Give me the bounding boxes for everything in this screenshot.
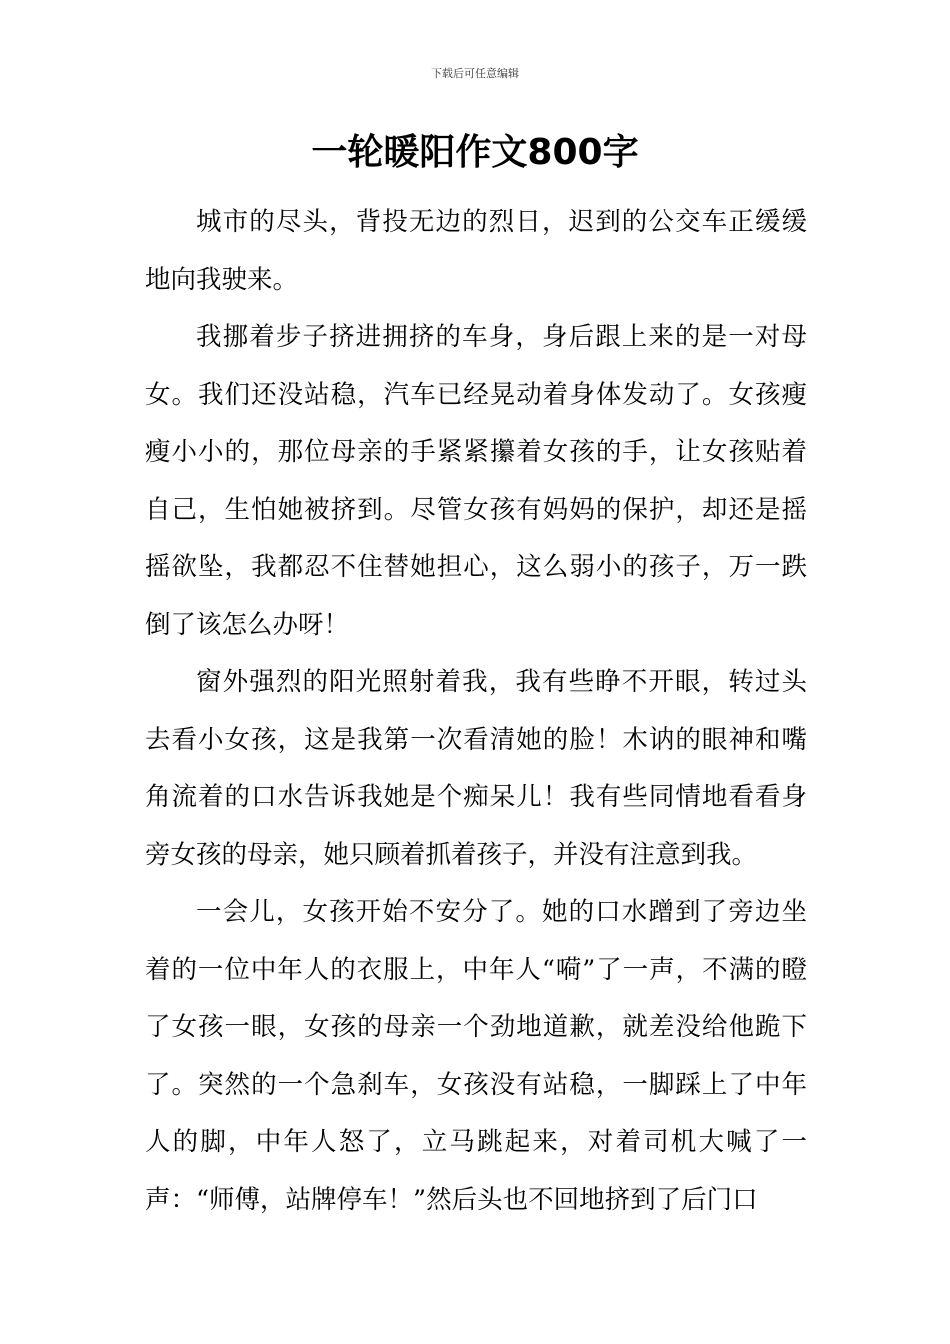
header-note: 下载后可任意编辑 — [431, 67, 519, 80]
paragraph: 我挪着步子挤进拥挤的车身，身后跟上来的是一对母女。我们还没站稳，汽车已经晃动着身体发动了。女孩瘦瘦小小的，那位母亲的手紧紧攥着女孩的手，让女孩贴着自己，生怕她被挤到。尽管女孩有妈妈的保护，却还是摇摇欲坠，我都忍不住替她担心，这么弱小的孩子，万一跌倒了该怎么办呀！ — [145, 322, 807, 640]
paragraph: 窗外强烈的阳光照射着我，我有些睁不开眼，转过头去看小女孩，这是我第一次看清她的脸！木讷的眼神和嘴角流着的口水告诉我她是个痴呆儿！我有些同情地看看身旁女孩的母亲，她只顾着抓着孩子，并没有注意到我。 — [145, 667, 807, 870]
document-title: 一轮暖阳作文800字 — [311, 132, 639, 173]
paragraph: 城市的尽头，背投无边的烈日，迟到的公交车正缓缓地向我驶来。 — [145, 207, 807, 295]
paragraph: 一会儿，女孩开始不安分了。她的口水蹭到了旁边坐着的一位中年人的衣服上，中年人“嗬”了一声，不满的瞪了女孩一眼，女孩的母亲一个劲地道歉，就差没给他跪下了。突然的一个急刹车，女孩没有站稳，一脚踩上了中年人的脚，中年人怒了，立马跳起来，对着司机大喊了一声：“师傅，站牌停车！”然后头也不回地挤到了后门口 — [145, 897, 807, 1215]
document-body — [145, 194, 807, 1229]
